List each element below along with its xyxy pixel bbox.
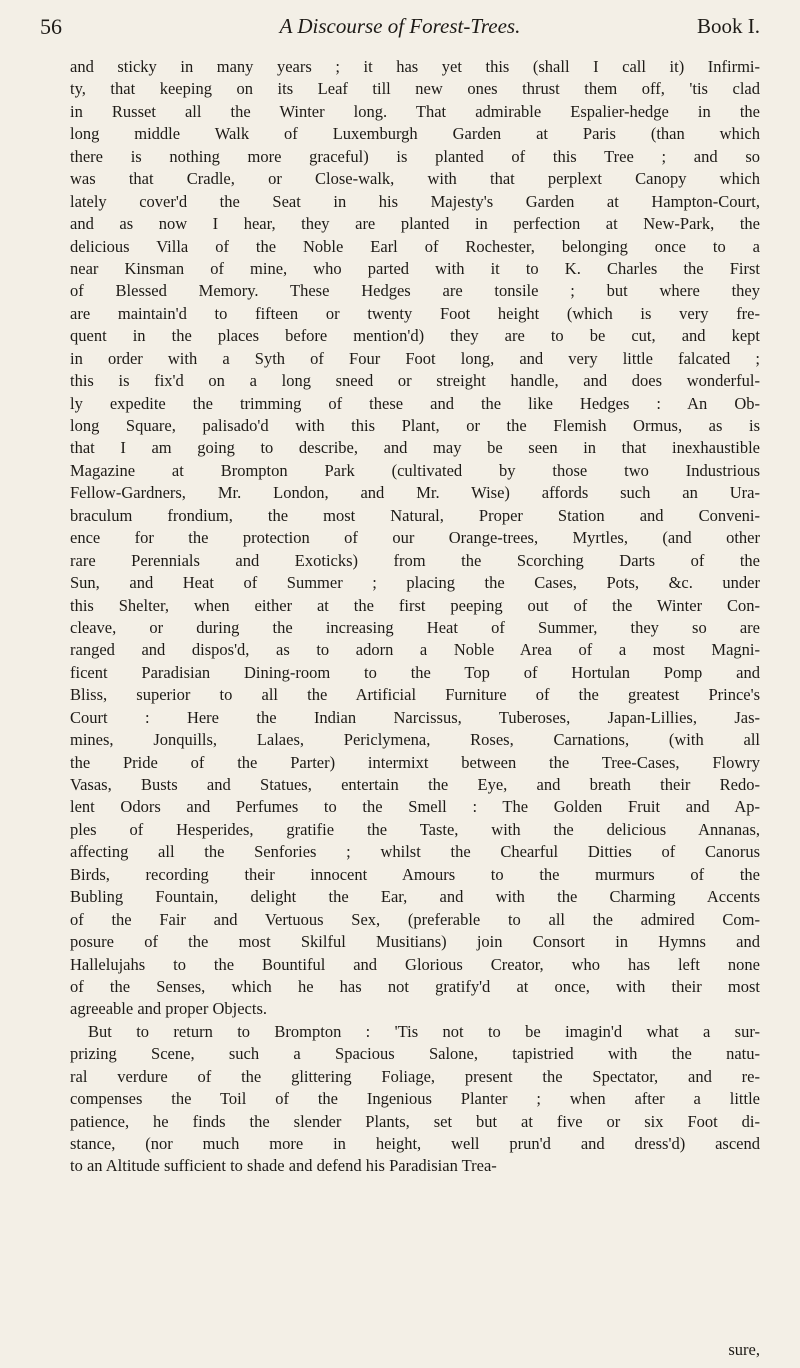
text-line: there is nothing more graceful) is planted of this Tree ; and so [70,146,760,166]
text-line: this Shelter, when either at the first peeping out of the Winter Con- [70,595,760,615]
text-line: to an Altitude sufficient to shade and defend his Paradisian Trea- [70,1156,497,1176]
text-line: affecting all the Senfories ; whilst the Chearful Ditties of Canorus [70,842,760,862]
text-line: Court : Here the Indian Narcissus, Tuberoses, Japan-Lillies, Jas- [70,707,760,727]
running-header [40,8,760,48]
text-line: cleave, or during the increasing Heat of Summer, they so are [70,617,760,637]
text-line: ence for the protection of our Orange-trees, Myrtles, (and other [70,528,760,548]
text-line: Hallelujahs to the Bountiful and Glorious Creator, who has left none [70,954,760,974]
page-body-text [70,56,760,1178]
text-line: in Russet all the Winter long. That admirable Espalier-hedge in the [70,101,760,121]
text-line: Magazine at Brompton Park (cultivated by those two Industrious [70,460,760,480]
text-line: ples of Hesperides, gratifie the Taste, with the delicious Annanas, [70,819,760,839]
text-line: are maintain'd to fifteen or twenty Foot height (which is very fre- [70,303,760,323]
text-line: that I am going to describe, and may be seen in that inexhaustible [70,438,760,458]
text-line: lent Odors and Perfumes to the Smell : The Golden Fruit and Ap- [70,797,760,817]
catchword: sure, [728,1340,760,1359]
text-line: was that Cradle, or Close-walk, with that perplext Canopy which [70,169,760,189]
text-line: But to return to Brompton : 'Tis not to be imagin'd what a sur- [88,1021,760,1041]
text-line: and as now I hear, they are planted in perfection at New-Park, the [70,214,760,234]
text-line: ly expedite the trimming of these and the like Hedges : An Ob- [70,393,760,413]
text-line: braculum frondium, the most Natural, Proper Station and Conveni- [70,505,760,525]
text-line: agreeable and proper Objects. [70,999,267,1019]
text-line: Bubling Fountain, delight the Ear, and with the Charming Accents [70,887,760,907]
text-line: stance, (nor much more in height, well prun'd and dress'd) ascend [70,1134,760,1153]
text-line: ranged and dispos'd, as to adorn a Noble Area of a most Magni- [70,640,760,660]
text-line: ral verdure of the glittering Foliage, present the Spectator, and re- [70,1066,760,1086]
text-line: rare Perennials and Exoticks) from the Scorching Darts of the [70,550,760,570]
text-line: Vasas, Busts and Statues, entertain the Eye, and breath their Redo- [70,775,760,794]
text-line: posure of the most Skilful Musitians) join Consort in Hymns and [70,932,760,952]
text-line: of Blessed Memory. These Hedges are tonsile ; but where they [70,281,760,301]
text-line: ty, that keeping on its Leaf till new ones thrust them off, 'tis clad [70,79,760,99]
text-line: compenses the Toil of the Ingenious Planter ; when after a little [70,1089,760,1109]
text-line: and sticky in many years ; it has yet this (shall I call it) Infirmi- [70,57,760,76]
text-line: Birds, recording their innocent Amours to the murmurs of the [70,864,760,884]
text-line: of the Fair and Vertuous Sex, (preferable to all the admired Com- [70,909,760,929]
page-number: 56 [40,14,62,39]
text-line: mines, Jonquills, Lalaes, Periclymena, Roses, Carnations, (with all [70,730,760,750]
text-line: long Square, palisado'd with this Plant, or the Flemish Ormus, as is [70,416,760,435]
text-line: this is fix'd on a long sneed or streight handle, and does wonderful- [70,371,760,391]
text-line: prizing Scene, such a Spacious Salone, tapistried with the natu- [70,1044,760,1064]
text-line: Bliss, superior to all the Artificial Furniture of the greatest Prince's [70,685,760,705]
text-line: quent in the places before mention'd) they are to be cut, and kept [70,326,760,346]
text-line: near Kinsman of mine, who parted with it to K. Charles the First [70,258,760,278]
text-line: patience, he finds the slender Plants, set but at five or six Foot di- [70,1111,760,1131]
text-line: of the Senses, which he has not gratify'd at once, with their most [70,976,760,996]
book-label: Book I. [697,14,760,38]
text-line: Fellow-Gardners, Mr. London, and Mr. Wise) affords such an Ura- [70,483,760,503]
text-line: long middle Walk of Luxemburgh Garden at Paris (than which [70,124,760,144]
running-title: A Discourse of Forest-Trees. [279,14,521,38]
text-line: delicious Villa of the Noble Earl of Rochester, belonging once to a [70,236,760,256]
text-line: ficent Paradisian Dining-room to the Top of Hortulan Pomp and [70,662,760,682]
text-line: lately cover'd the Seat in his Majesty's Garden at Hampton-Court, [70,191,760,211]
text-line: Sun, and Heat of Summer ; placing the Cases, Pots, &c. under [70,573,760,593]
text-line: the Pride of the Parter) intermixt between the Tree-Cases, Flowry [70,752,760,772]
text-line: in order with a Syth of Four Foot long, and very little falcated ; [70,348,760,368]
